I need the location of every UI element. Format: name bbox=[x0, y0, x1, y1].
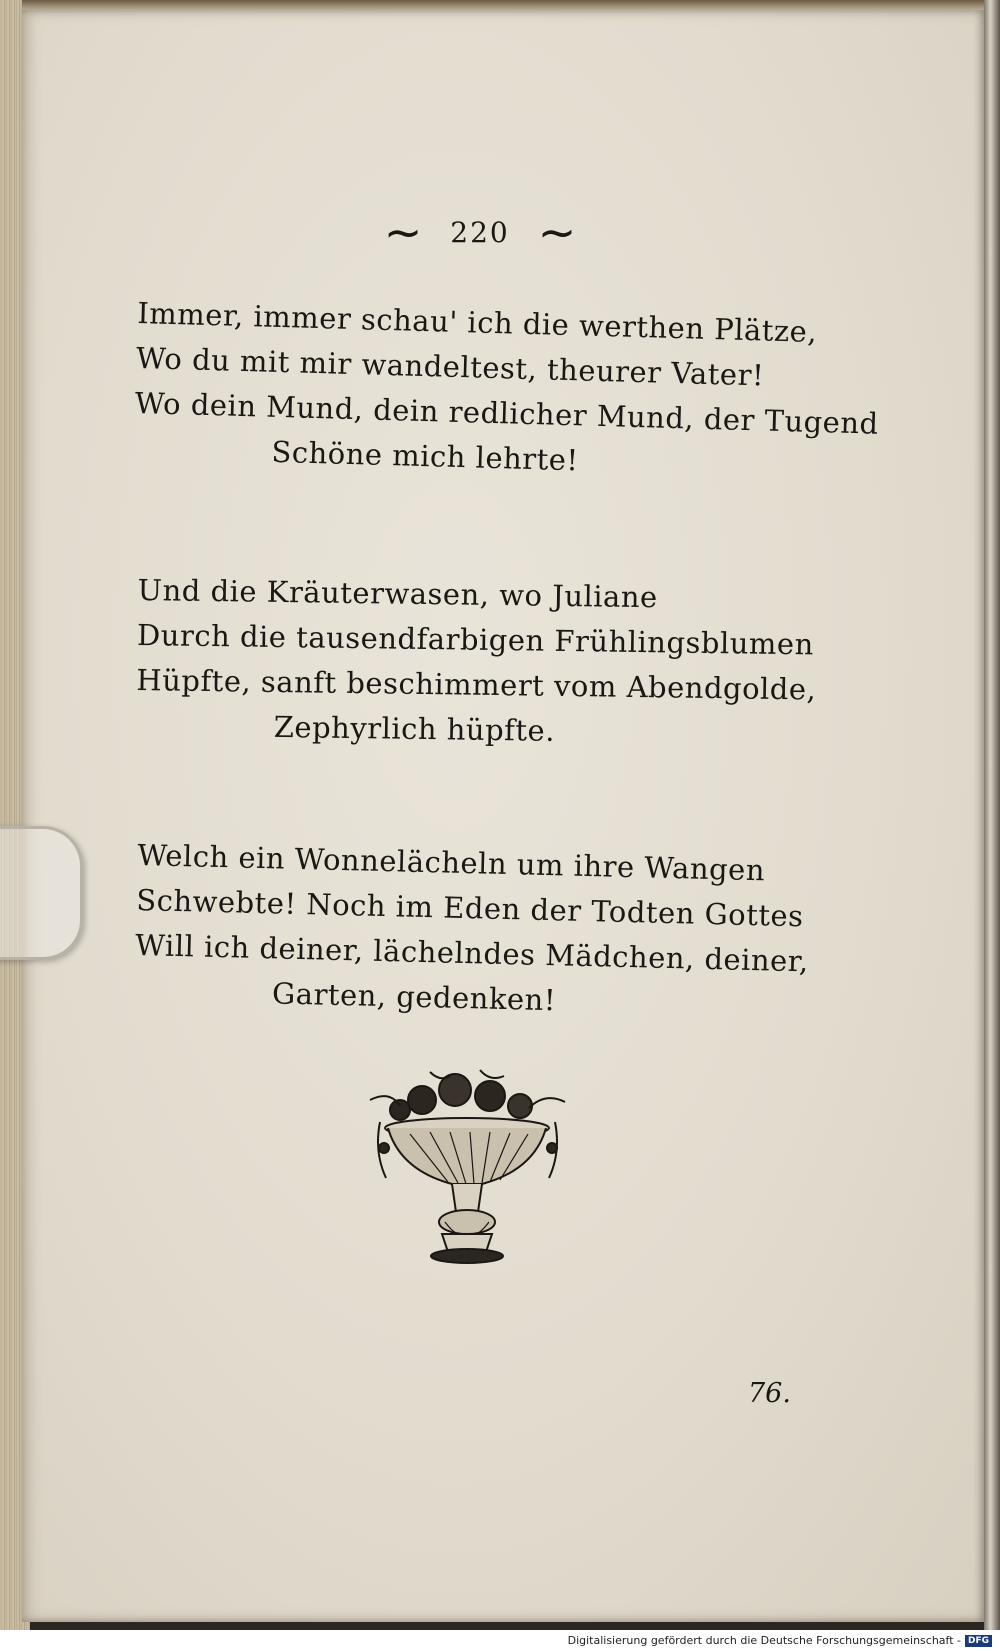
verse-line: Will ich deiner, lächelndes Mädchen, deiner, bbox=[134, 927, 810, 979]
verse-line: Garten, gedenken! bbox=[271, 976, 557, 1018]
verse-line: Wo du mit mir wandeltest, theurer Vater! bbox=[135, 340, 765, 393]
verse-line: Wo dein Mund, dein redlicher Mund, der Tugend bbox=[134, 385, 880, 441]
stanza-1 bbox=[133, 291, 880, 490]
page-number: 220 bbox=[450, 215, 510, 249]
verse-line: Und die Kräuterwasen, wo Juliane bbox=[137, 572, 658, 615]
verse-line: Welch ein Wonnelächeln um ihre Wangen bbox=[137, 837, 766, 888]
verse-line: Schwebte! Noch im Eden der Todten Gottes bbox=[135, 882, 804, 934]
stanza-3 bbox=[134, 833, 818, 1030]
page-header bbox=[300, 205, 660, 259]
left-ornament: ~ bbox=[383, 205, 423, 259]
book-spine-edge bbox=[984, 0, 1000, 1630]
footer-credit: Digitalisierung gefördert durch die Deutsche Forschungsgemeinschaft - bbox=[567, 1634, 961, 1647]
verse-line: Immer, immer schau' ich die werthen Plätze, bbox=[136, 295, 818, 349]
verse-line: Zephyrlich hüpfte. bbox=[273, 709, 556, 748]
stanza-2 bbox=[135, 568, 817, 757]
page-clip-holder bbox=[0, 826, 83, 960]
signature-mark: 76. bbox=[748, 1378, 791, 1409]
dfg-logo: DFG bbox=[965, 1635, 992, 1647]
flower-basket-vignette-icon bbox=[360, 1062, 575, 1272]
verse-line: Durch die tausendfarbigen Frühlingsblumen bbox=[136, 617, 815, 662]
right-ornament: ~ bbox=[537, 205, 577, 259]
verse-line: Schöne mich lehrte! bbox=[271, 434, 580, 478]
footer-bar bbox=[0, 1630, 1000, 1651]
verse-line: Hüpfte, sanft beschimmert vom Abendgolde, bbox=[136, 662, 817, 707]
